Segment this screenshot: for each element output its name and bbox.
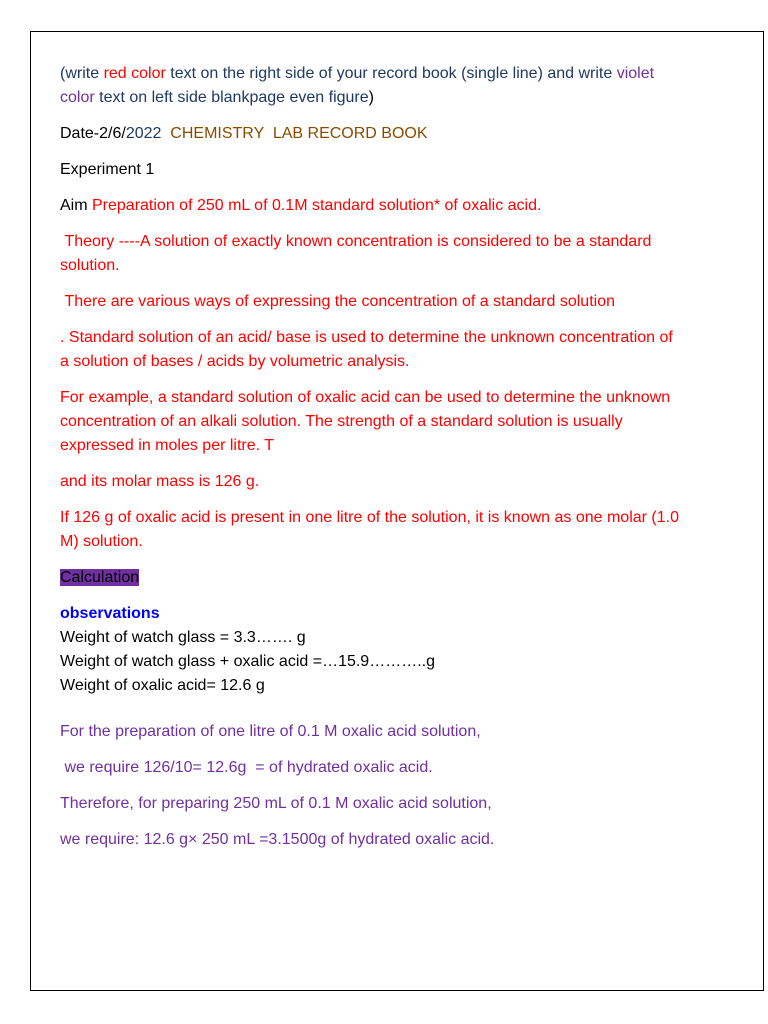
standard-solution-paragraph: . Standard solution of an acid/ base is used to determine the unknown concentration of a solution of bases / acids by volumetric analysis. (60, 329, 673, 370)
calculation-line (60, 566, 680, 590)
observations-heading (60, 602, 680, 626)
instruction-violet-word: violet color (60, 65, 655, 106)
aim-text: Preparation of 250 mL of 0.1M standard solution* of oxalic acid. (92, 197, 542, 214)
calculation-label: Calculation (60, 569, 140, 586)
observation-line-1: Weight of watch glass = 3.3……. g (60, 629, 306, 646)
observation-line-2: Weight of watch glass + oxalic acid =…15.9………..g (60, 653, 435, 670)
aim-label: Aim (60, 197, 92, 214)
instruction-text-2: text on the right side of your record book (single line) and write (165, 65, 617, 82)
instruction-text-4: ) (368, 89, 374, 106)
theory-paragraph: Theory ----A solution of exactly known concentration is considered to be a standard solution. (60, 233, 656, 274)
instruction-text-3: text on left side blankpage even figure (94, 89, 369, 106)
violet-line-2: we require 126/10= 12.6g = of hydrated oxalic acid. (60, 759, 433, 776)
instruction-note (60, 62, 680, 110)
example-paragraph: For example, a standard solution of oxalic acid can be used to determine the unknown concentration of an alkali solution. The strength of a standard solution is usually expressed in moles per litre. T (60, 389, 671, 454)
instruction-red-word: red color (103, 65, 166, 82)
molar-mass-line: and its molar mass is 126 g. (60, 473, 260, 490)
violet-line-3: Therefore, for preparing 250 mL of 0.1 M oxalic acid solution, (60, 795, 492, 812)
observations-heading-text: observations (60, 605, 160, 622)
date-label: Date-2/6/ (60, 125, 126, 142)
page-content (60, 62, 680, 852)
concentration-ways-paragraph: There are various ways of expressing the concentration of a standard solution (60, 293, 615, 310)
record-book-title: CHEMISTRY LAB RECORD BOOK (161, 125, 428, 142)
experiment-title: Experiment 1 (60, 161, 155, 178)
violet-line-4: we require: 12.6 g× 250 mL =3.1500g of hydrated oxalic acid. (60, 831, 495, 848)
aim-line (60, 194, 680, 218)
one-molar-paragraph: If 126 g of oxalic acid is present in one litre of the solution, it is known as one molar (1.0 M) solution. (60, 509, 679, 550)
date-year: 2022 (125, 125, 162, 142)
violet-line-1: For the preparation of one litre of 0.1 M oxalic acid solution, (60, 723, 481, 740)
observation-line-3: Weight of oxalic acid= 12.6 g (60, 677, 265, 694)
instruction-text-1: (write (60, 65, 104, 82)
header-line (60, 122, 680, 146)
